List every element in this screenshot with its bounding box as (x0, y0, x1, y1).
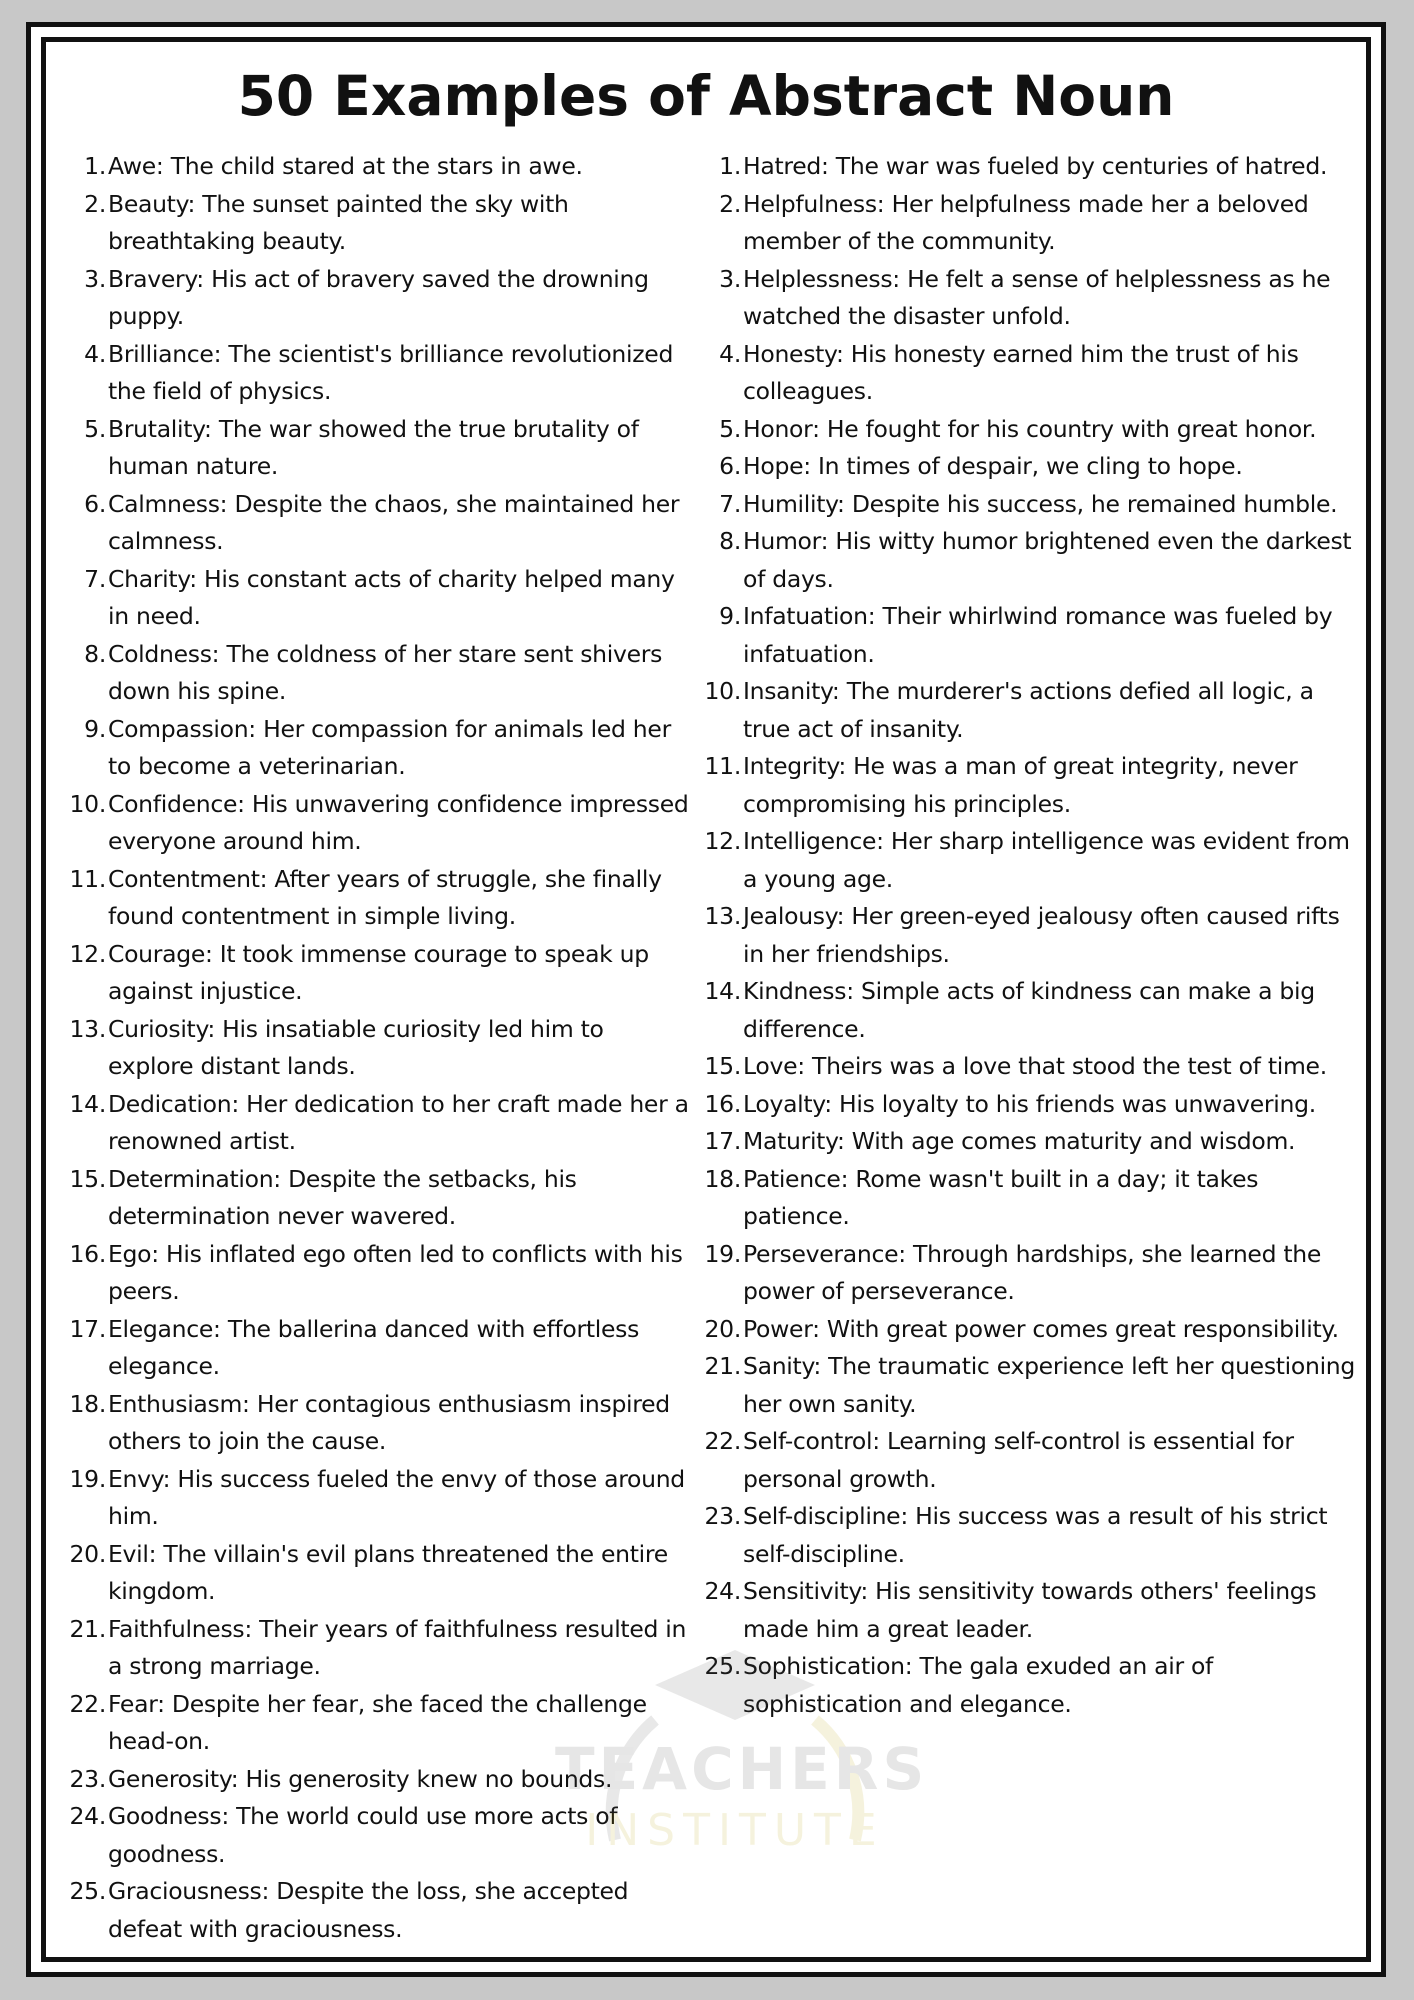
item-number: 8. (719, 527, 741, 555)
list-item (46, 1311, 696, 1386)
list-item (681, 523, 1361, 598)
item-text: Sensitivity: His sensitivity towards others' feelings made him a great leader. (743, 1577, 1317, 1643)
list-item (46, 1798, 696, 1873)
item-text: Honor: He fought for his country with great honor. (743, 414, 1317, 443)
item-number: 12. (704, 827, 741, 855)
item-number: 14. (69, 1089, 106, 1118)
item-text: Insanity: The murderer's actions defied all logic, a true act of insanity. (743, 677, 1314, 743)
item-text: Brutality: The war showed the true brutality of human nature. (108, 414, 639, 480)
list-item (681, 1498, 1361, 1573)
item-number: 12. (69, 939, 106, 968)
item-text: Honesty: His honesty earned him the trust of his colleagues. (743, 339, 1299, 405)
page-title: 50 Examples of Abstract Noun (237, 64, 1175, 128)
item-text: Kindness: Simple acts of kindness can make a big difference. (743, 977, 1315, 1043)
item-text: Jealousy: Her green-eyed jealousy often caused rifts in her friendships. (743, 902, 1340, 968)
list-item (46, 561, 696, 636)
item-text: Generosity: His generosity knew no bounds. (108, 1764, 613, 1793)
list-item (681, 448, 1361, 486)
item-number: 20. (69, 1539, 106, 1568)
item-number: 17. (69, 1314, 106, 1343)
item-text: Intelligence: Her sharp intelligence was evident from a young age. (743, 827, 1350, 893)
list-item (681, 411, 1361, 449)
item-number: 25. (69, 1877, 106, 1905)
list-item (681, 1123, 1361, 1161)
item-text: Ego: His inflated ego often led to conflicts with his peers. (108, 1239, 683, 1305)
item-number: 3. (719, 264, 741, 293)
item-text: Contentment: After years of struggle, she finally found contentment in simple living. (108, 864, 662, 930)
list-item (681, 1423, 1361, 1498)
list-item (681, 898, 1361, 973)
item-number: 23. (69, 1764, 106, 1793)
item-text: Patience: Rome wasn't built in a day; it takes patience. (743, 1164, 1259, 1230)
item-text: Self-discipline: His success was a result of his strict self-discipline. (743, 1502, 1328, 1568)
list-item (46, 1536, 696, 1611)
item-text: Helpfulness: Her helpfulness made her a beloved member of the community. (743, 189, 1309, 255)
list-item (46, 861, 696, 936)
list-item (681, 823, 1361, 898)
item-number: 5. (84, 414, 106, 443)
item-text: Maturity: With age comes maturity and wisdom. (743, 1127, 1296, 1155)
item-text: Hatred: The war was fueled by centuries of hatred. (743, 152, 1328, 180)
list-item (681, 1648, 1361, 1723)
item-number: 20. (704, 1314, 741, 1343)
item-number: 4. (719, 339, 741, 368)
item-text: Enthusiasm: Her contagious enthusiasm inspired others to join the cause. (108, 1389, 670, 1455)
item-number: 23. (704, 1502, 741, 1530)
item-text: Faithfulness: Their years of faithfulness resulted in a strong marriage. (108, 1614, 687, 1680)
list-item (681, 748, 1361, 823)
item-number: 24. (704, 1577, 741, 1605)
list-item (46, 1011, 696, 1086)
list-item (681, 1311, 1361, 1349)
list-item (46, 1686, 696, 1761)
item-number: 22. (704, 1427, 741, 1455)
item-text: Brilliance: The scientist's brilliance revolutionized the field of physics. (108, 339, 674, 405)
item-number: 10. (69, 789, 106, 818)
item-number: 1. (719, 152, 741, 180)
inner-frame (41, 37, 1371, 1962)
item-text: Hope: In times of despair, we cling to hope. (743, 452, 1243, 480)
item-number: 10. (704, 677, 741, 705)
item-number: 19. (704, 1239, 741, 1268)
item-text: Envy: His success fueled the envy of those around him. (108, 1464, 685, 1530)
list-item (681, 1236, 1361, 1311)
item-number: 9. (719, 602, 741, 630)
list-item (46, 411, 696, 486)
list-item (46, 1611, 696, 1686)
item-text: Fear: Despite her fear, she faced the challenge head-on. (108, 1689, 647, 1755)
item-number: 13. (69, 1014, 106, 1043)
item-text: Loyalty: His loyalty to his friends was unwavering. (743, 1089, 1316, 1118)
list-item (681, 1161, 1361, 1236)
item-number: 16. (704, 1089, 741, 1118)
item-number: 6. (719, 452, 741, 480)
item-text: Confidence: His unwavering confidence impressed everyone around him. (108, 789, 689, 855)
list-item (681, 261, 1361, 336)
list-item (46, 261, 696, 336)
item-number: 15. (69, 1164, 106, 1193)
list-item (46, 1161, 696, 1236)
list-item (681, 1048, 1361, 1086)
item-text: Humor: His witty humor brightened even the darkest of days. (743, 527, 1352, 593)
left-column (46, 148, 696, 1948)
item-number: 24. (69, 1802, 106, 1830)
item-number: 17. (704, 1127, 741, 1155)
list-item (46, 636, 696, 711)
item-text: Courage: It took immense courage to speak up against injustice. (108, 939, 649, 1005)
item-number: 22. (69, 1689, 106, 1718)
item-text: Infatuation: Their whirlwind romance was fueled by infatuation. (743, 602, 1333, 668)
list-item (46, 936, 696, 1011)
item-text: Integrity: He was a man of great integrity, never compromising his principles. (743, 752, 1298, 818)
item-text: Calmness: Despite the chaos, she maintained her calmness. (108, 489, 680, 555)
list-item (681, 186, 1361, 261)
item-number: 15. (704, 1052, 741, 1080)
item-number: 4. (84, 339, 106, 368)
item-number: 21. (704, 1352, 741, 1380)
item-number: 1. (84, 152, 106, 180)
list-item (46, 711, 696, 786)
item-number: 18. (704, 1164, 741, 1193)
item-number: 14. (704, 977, 741, 1005)
right-column (681, 148, 1356, 1723)
item-text: Self-control: Learning self-control is essential for personal growth. (743, 1427, 1294, 1493)
list-item (46, 1761, 696, 1799)
item-number: 6. (84, 489, 106, 518)
list-item (681, 1348, 1361, 1423)
item-text: Humility: Despite his success, he remained humble. (743, 489, 1338, 518)
item-number: 7. (84, 564, 106, 593)
list-item (46, 1086, 696, 1161)
list-item (46, 186, 696, 261)
list-item (46, 1461, 696, 1536)
item-text: Power: With great power comes great responsibility. (743, 1314, 1339, 1343)
item-text: Determination: Despite the setbacks, his determination never wavered. (108, 1164, 577, 1230)
item-text: Charity: His constant acts of charity helped many in need. (108, 564, 675, 630)
item-number: 21. (69, 1614, 106, 1643)
list-item (681, 598, 1361, 673)
list-item (46, 336, 696, 411)
item-number: 8. (84, 639, 106, 668)
list-item (46, 148, 696, 186)
item-text: Curiosity: His insatiable curiosity led him to explore distant lands. (108, 1014, 604, 1080)
item-text: Love: Theirs was a love that stood the test of time. (743, 1052, 1327, 1080)
item-text: Beauty: The sunset painted the sky with breathtaking beauty. (108, 189, 569, 255)
item-text: Evil: The villain's evil plans threatened the entire kingdom. (108, 1539, 668, 1605)
item-text: Graciousness: Despite the loss, she accepted defeat with graciousness. (108, 1877, 629, 1943)
item-text: Perseverance: Through hardships, she learned the power of perseverance. (743, 1239, 1322, 1305)
list-item (681, 673, 1361, 748)
item-number: 9. (84, 714, 106, 743)
list-item (681, 486, 1361, 524)
item-text: Awe: The child stared at the stars in awe. (108, 152, 583, 180)
item-number: 25. (704, 1652, 741, 1680)
list-item (46, 486, 696, 561)
list-item (46, 1386, 696, 1461)
item-text: Elegance: The ballerina danced with effortless elegance. (108, 1314, 640, 1380)
item-text: Bravery: His act of bravery saved the drowning puppy. (108, 264, 649, 330)
item-text: Helplessness: He felt a sense of helplessness as he watched the disaster unfold. (743, 264, 1331, 330)
list-item (46, 1236, 696, 1311)
item-text: Goodness: The world could use more acts of goodness. (108, 1802, 618, 1868)
list-item (681, 973, 1361, 1048)
item-number: 19. (69, 1464, 106, 1493)
list-item (681, 1573, 1361, 1648)
item-text: Dedication: Her dedication to her craft made her a renowned artist. (108, 1089, 689, 1155)
item-number: 7. (719, 489, 741, 518)
item-number: 3. (84, 264, 106, 293)
item-text: Sanity: The traumatic experience left her questioning her own sanity. (743, 1352, 1356, 1418)
item-number: 5. (719, 414, 741, 443)
list-item (681, 1086, 1361, 1124)
outer-frame (26, 22, 1386, 1977)
item-number: 11. (704, 752, 741, 780)
item-text: Coldness: The coldness of her stare sent shivers down his spine. (108, 639, 663, 705)
item-number: 16. (69, 1239, 106, 1268)
item-text: Sophistication: The gala exuded an air of sophistication and elegance. (743, 1652, 1214, 1718)
list-item (681, 336, 1361, 411)
item-number: 2. (719, 189, 741, 218)
list-item (46, 786, 696, 861)
item-text: Compassion: Her compassion for animals led her to become a veterinarian. (108, 714, 671, 780)
item-number: 2. (84, 189, 106, 218)
list-item (681, 148, 1361, 186)
item-number: 13. (704, 902, 741, 930)
item-number: 11. (69, 864, 106, 893)
item-number: 18. (69, 1389, 106, 1418)
list-item (46, 1873, 696, 1948)
